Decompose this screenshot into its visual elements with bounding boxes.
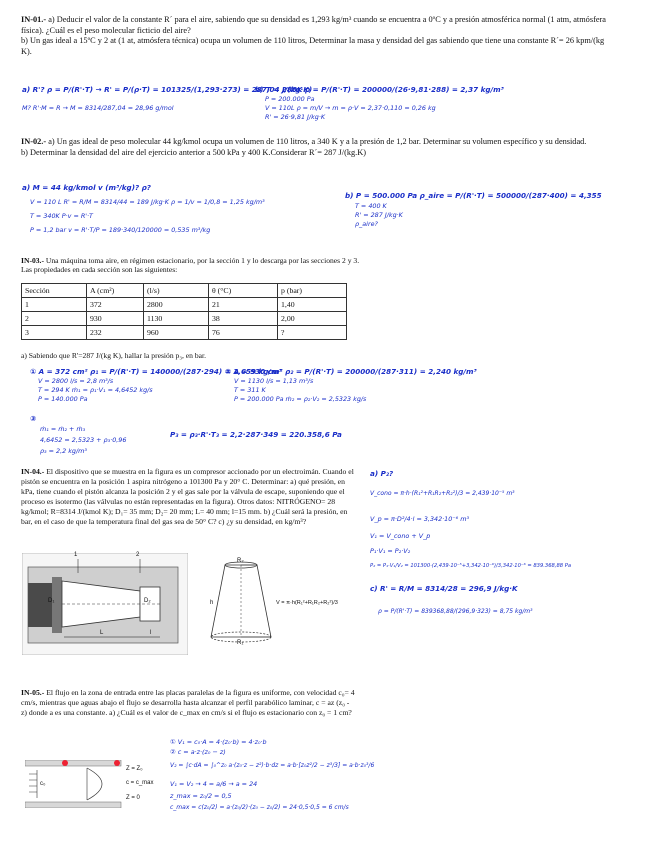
hw-in03-s2-3: T = 311 K — [234, 386, 266, 394]
table-cell: 930 — [87, 312, 144, 326]
table-cell: 3 — [22, 326, 87, 340]
fig-label-position-1: 1 — [74, 552, 78, 558]
fig-label-z-zero: Z = 0 — [126, 795, 140, 801]
hw-in01-b3: V = 110L ρ = m/V → m = ρ·V = 2,37·0,110 = 0,26 kg — [265, 104, 436, 112]
problem-in03-text — [21, 256, 371, 274]
table-cell: 38 — [209, 312, 278, 326]
hw-in04-a1: a) P₂? — [370, 469, 394, 478]
fig-label-h: h — [210, 600, 214, 606]
fig-label-c0: c₀ — [40, 781, 46, 787]
hw-in04-a2: V_cono = π·h·(R₁²+R₁R₂+R₂²)/3 = 2,439·10⁻⁵ m³ — [370, 490, 515, 497]
fig-label-z0: Z = Z₀ — [126, 766, 143, 772]
problem-in02-part-b: b) Determinar la densidad del aire del ejercicio anterior a 500 kPa y 400 K.Considerar R´= 287 J/(kg.K) — [21, 147, 366, 157]
problem-in05-text — [21, 688, 356, 718]
hw-in03-s1-4: P = 140.000 Pa — [38, 395, 88, 403]
problem-in02-part-a: a) Un gas ideal de peso molecular 44 kg/kmol ocupa un volumen de 110 litros, a 340 K y a la presión de 1,2 bar. Determinar su volumen específico y su densidad. — [46, 137, 587, 146]
hw-in04-a6: P₂ = P₁·V₁/V₂ = 101300·(2,439·10⁻⁵+3,342·10⁻⁶)/3,342·10⁻⁶ = 839.368,88 Pa — [370, 563, 572, 569]
hw-in01-b4: R' = 26·9,81 J/kg·K — [265, 113, 326, 121]
hw-in05-6: c_max = c(z₀/2) = a·(z₀/2)·(z₀ − z₀/2) = 24·0,5·0,5 = 6 cm/s — [170, 804, 349, 811]
problem-in02-text — [21, 137, 611, 158]
hw-in05-1: ① V₁ = c₀·A = 4·(z₀·b) = 4·z₀·b — [170, 738, 267, 746]
fig-label-d1: D₁ — [48, 598, 55, 604]
table-header: Sección — [22, 284, 87, 298]
fig-label-position-2: 2 — [136, 552, 140, 558]
table-header: θ (°C) — [209, 284, 278, 298]
table-cell: 2,00 — [278, 312, 347, 326]
properties-table — [21, 283, 347, 340]
hw-in03-s1-1: ① A = 372 cm² ρ₁ = P/(R'·T) = 140000/(287·294) = 1,659 kg/m³ — [30, 367, 282, 376]
table-header: A (cm²) — [87, 284, 144, 298]
hw-in02-b1: b) P = 500.000 Pa ρ_aire = P/(R'·T) = 500000/(287·400) = 4,355 — [345, 191, 602, 200]
problem-in05-id: IN-05.- — [21, 688, 45, 697]
problem-in01-id: IN-01.- — [21, 15, 47, 24]
hw-in02-a2: V = 110 L R' = R/M = 8314/44 = 189 J/kg·K ρ = 1/v = 1/0,8 = 1,25 kg/m³ — [30, 198, 265, 206]
hw-in05-2: ② c = a·z·(z₀ − z) — [170, 748, 226, 756]
hw-in03-s3-3: 4,6452 = 2,5323 + ρ₃·0,96 — [40, 436, 127, 444]
hw-in02-a1: a) M = 44 kg/kmol v (m³/kg)? ρ? — [22, 183, 151, 192]
table-row — [22, 298, 347, 312]
hw-in01-a2: M? R'·M = R → M = 8314/287,04 = 28,96 g/mol — [22, 104, 174, 112]
problem-in01-text — [21, 15, 611, 57]
fig-label-l: l — [150, 630, 152, 636]
problem-in03-statement: Una máquina toma aire, en régimen estacionario, por la sección 1 y lo descarga por las secciones 2 y 3. Las propiedades en cada sección son las siguientes: — [21, 256, 360, 274]
hw-in01-a1: a) R'? ρ = P/(R'·T) → R' = P/(ρ·T) = 101325/(1,293·273) = 287,04 J/(kg·K) — [22, 85, 313, 94]
problem-in01-part-b: b) Un gas ideal a 15ºC y 2 at (1 at, atmósfera técnica) ocupa un volumen de 110 litros, Determinar la masa y densidad del gas sabiendo que tiene una constante R´= 26 kpm/(kg K). — [21, 36, 605, 56]
hw-in03-s1-3: T = 294 K ṁ₁ = ρ₁·V₁ = 4,6452 kg/s — [38, 386, 153, 394]
table-cell: 76 — [209, 326, 278, 340]
fig-label-cmax: c = c_max — [126, 780, 154, 786]
hw-in03-s2-2: V = 1130 l/s = 1,13 m³/s — [234, 377, 314, 385]
problem-in04-text — [21, 467, 356, 526]
hw-in03-s2-1: ② A = 930 cm² ρ₂ = P/(R'·T) = 200000/(287·311) = 2,240 kg/m³ — [225, 367, 477, 376]
hw-in02-b4: ρ_aire? — [355, 220, 378, 228]
table-header: (l/s) — [144, 284, 209, 298]
hw-in03-s3-1: ③ — [30, 414, 37, 423]
fig-label-r2: R₂ — [237, 558, 244, 564]
hw-in05-5: z_max = z₀/2 = 0,5 — [170, 792, 232, 800]
table-cell: 1130 — [144, 312, 209, 326]
hw-in01-b2: P = 200.000 Pa — [265, 95, 315, 103]
hw-in04-c1: c) R' = R/M = 8314/28 = 296,9 J/kg·K — [370, 584, 518, 593]
hw-in04-a3: V_p = π·D²/4·l = 3,342·10⁻⁶ m³ — [370, 515, 470, 523]
hw-in03-s3-5: P₃ = ρ₃·R'·T₃ = 2,2·287·349 = 220.358,6 Pa — [170, 430, 342, 439]
hw-in03-s3-2: ṁ₁ = ṁ₂ + ṁ₃ — [40, 425, 86, 433]
table-row — [22, 326, 347, 340]
table-row — [22, 312, 347, 326]
table-cell: 960 — [144, 326, 209, 340]
table-cell: 21 — [209, 298, 278, 312]
hw-in05-4: V₁ = V₂ → 4 = a/6 → a = 24 — [170, 780, 258, 788]
hw-in03-s2-4: P = 200.000 Pa ṁ₂ = ρ₂·V₂ = 2,5323 kg/s — [234, 395, 367, 403]
compressor-figure — [22, 553, 188, 655]
fig-cone-volume-formula: V = π·h(R₁²+R₁R₂+R₂²)/3 — [276, 600, 338, 606]
hw-in03-s3-4: ρ₃ = 2,2 kg/m³ — [40, 447, 87, 455]
problem-in04-statement: El dispositivo que se muestra en la figura es un compresor accionado por un electroimán. Cuando el pistón se encuentra en la posición 1 aspira nitrógeno a 101300 Pa y 20° C. Determinar: a) qué presión, en kPa, tiene cuando el pistón alcanza la posición 2 y el gas sale por la válvula de escape, suponiendo que el proceso es isotermo (las válvulas no están representadas en la figura). Otros datos: NITRÓGENO= 28 kg/kmol; R=8314 J/(kmol K); D₁= 35 mm; D₂= 20 mm; L= 40 mm; l=15 mm. b) ¿Cuál será la presión, en bar, en el caso de que la temperatura final del gas sea de 50° C? c) ¿y su densidad, en kg/m³? — [21, 467, 354, 526]
table-cell: 372 — [87, 298, 144, 312]
problem-in02-id: IN-02.- — [21, 137, 47, 146]
hw-in01-b1: b) T = 288K ρ = P/(R'·T) = 200000/(26·9,81·288) = 2,37 kg/m³ — [255, 85, 504, 94]
problem-in05-statement: El flujo en la zona de entrada entre las placas paralelas de la figura es uniforme, con velocidad c₀= 4 cm/s, mientras que aguas abajo el flujo se desarrolla hasta alcanzar el perfil parabólico laminar, c = az (z₀ - z) donde a es una constante. a) ¿Cuál es el valor de c_max en cm/s si el flujo es estacionario con z₀ = 1 cm? — [21, 688, 355, 717]
table-cell: 1,40 — [278, 298, 347, 312]
problem-in04-id: IN-04.- — [21, 467, 45, 476]
hw-in04-a5: P₁·V₁ = P₂·V₂ — [370, 547, 411, 555]
problem-in03-question: a) Sabiendo que R'=287 J/(kg K), hallar la presión p₃, en bar. — [21, 351, 207, 360]
hw-in04-a4: V₁ = V_cono + V_p — [370, 532, 431, 540]
hw-in02-b3: R' = 287 J/kg·K — [355, 211, 403, 219]
fig-label-r1: R₁ — [237, 640, 244, 646]
table-header: p (bar) — [278, 284, 347, 298]
problem-in03-id: IN-03.- — [21, 256, 44, 265]
table-cell: 2800 — [144, 298, 209, 312]
table-header-row — [22, 284, 347, 298]
table-cell: 1 — [22, 298, 87, 312]
hw-in02-b2: T = 400 K — [355, 202, 387, 210]
table-cell: ? — [278, 326, 347, 340]
fig-label-d2: D₂ — [144, 598, 151, 604]
hw-in03-s1-2: V = 2800 l/s = 2,8 m³/s — [38, 377, 114, 385]
table-cell: 232 — [87, 326, 144, 340]
table-cell: 2 — [22, 312, 87, 326]
hw-in02-a3: T = 340K P·v = R'·T — [30, 212, 93, 220]
hw-in02-a4: P = 1,2 bar v = R'·T/P = 189·340/120000 = 0,535 m³/kg — [30, 226, 211, 234]
hw-in04-c2: ρ = P/(R'·T) = 839368,88/(296,9·323) = 8,75 kg/m³ — [378, 608, 533, 615]
fig-label-L: L — [100, 630, 104, 636]
hw-in05-3: V₂ = ∫c·dA = ∫₀^z₀ a·(z₀·z − z²)·b·dz = a·b·[z₀z²/2 − z³/3] = a·b·z₀³/6 — [170, 762, 375, 769]
problem-in01-part-a: a) Deducir el valor de la constante R´ para el aire, sabiendo que su densidad es 1,293 kg/m³ cuando se encuentra a 0ºC y a presión atmosférica normal (1 atm, atmósfera física). ¿Cuál es el peso molecular ficticio del aire? — [21, 15, 606, 35]
